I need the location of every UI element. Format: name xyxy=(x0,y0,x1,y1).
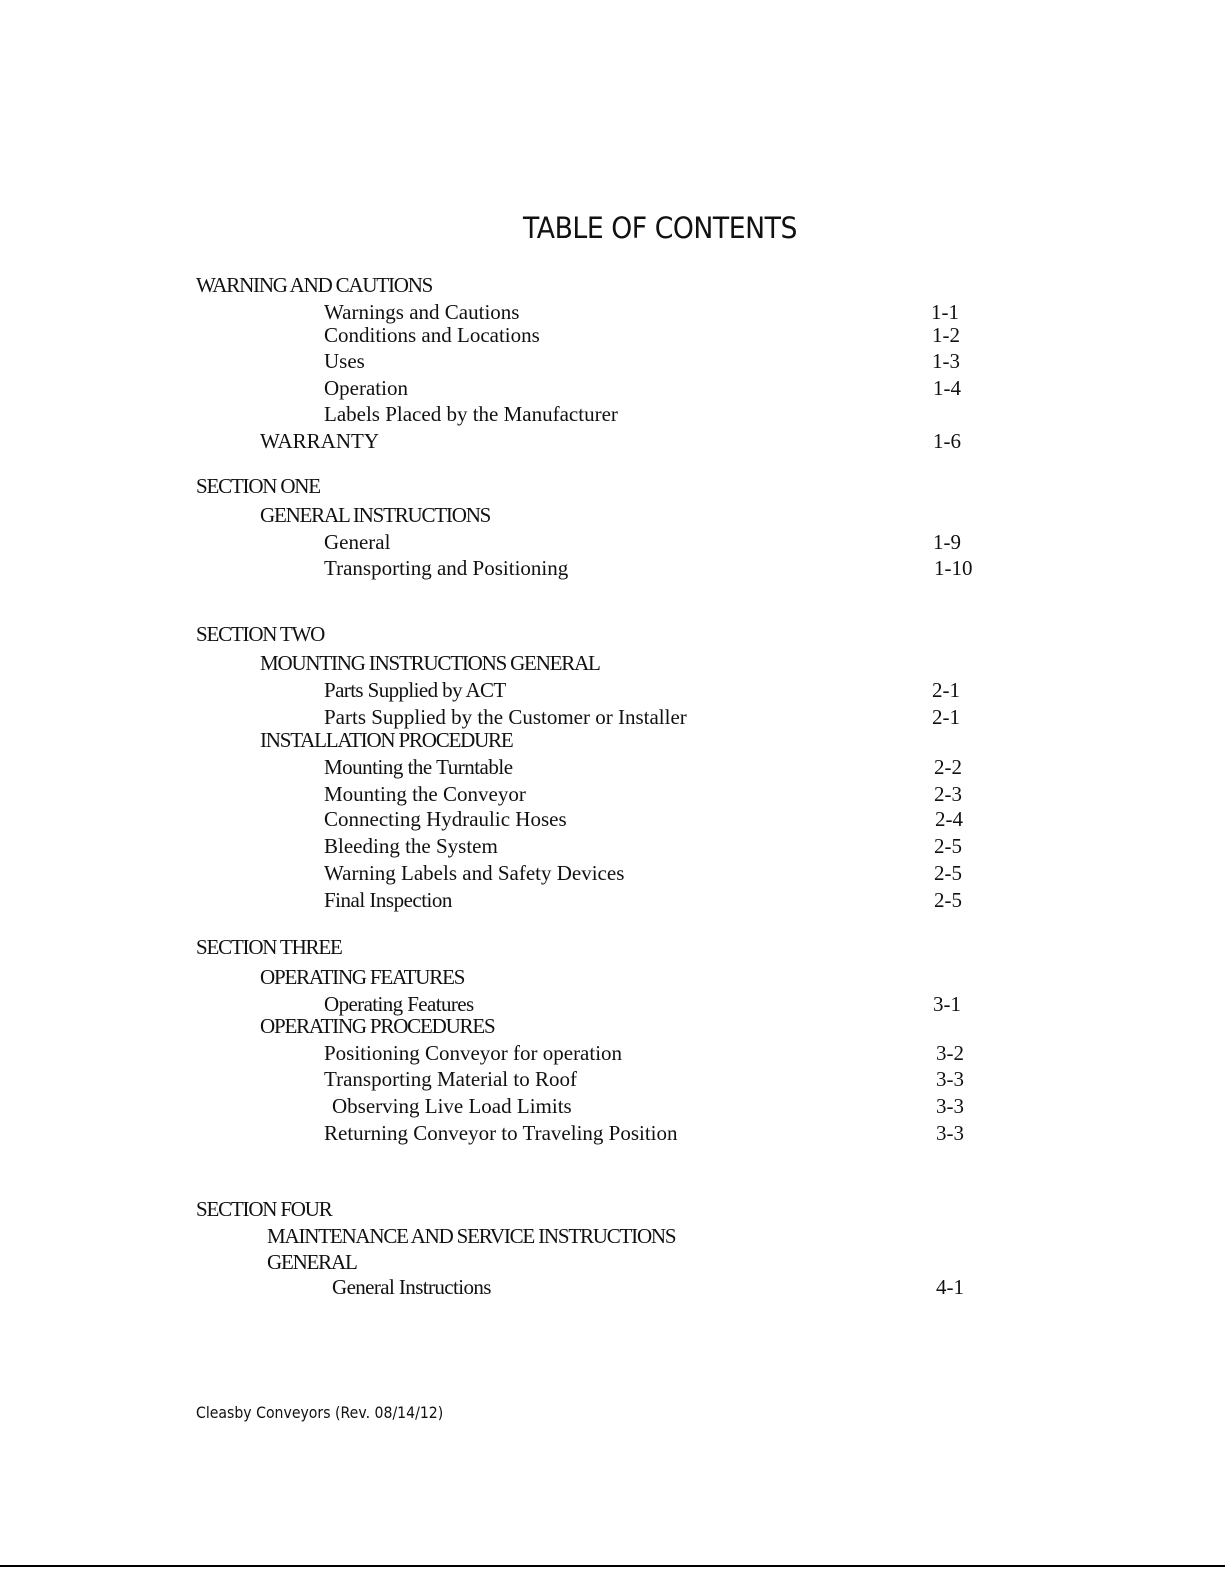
toc-page-number: 1-2 xyxy=(932,323,960,347)
toc-page-number: 2-5 xyxy=(934,888,962,912)
toc-entry: Connecting Hydraulic Hoses xyxy=(324,807,567,831)
toc-entry: Mounting the Turntable xyxy=(324,755,513,779)
toc-page-number: 1-10 xyxy=(934,556,973,580)
toc-page-number: 1-1 xyxy=(931,300,959,324)
toc-page-number: 3-2 xyxy=(936,1041,964,1065)
toc-entry: Parts Supplied by ACT xyxy=(324,678,506,702)
page-footer: Cleasby Conveyors (Rev. 08/14/12) xyxy=(196,1403,444,1422)
toc-page-number: 2-1 xyxy=(932,678,960,702)
toc-page-number: 2-1 xyxy=(932,705,960,729)
toc-entry: Operating Features xyxy=(324,992,474,1016)
toc-page-number: 3-3 xyxy=(936,1121,964,1145)
toc-subheading: INSTALLATION PROCEDURE xyxy=(260,728,513,752)
toc-entry: Warnings and Cautions xyxy=(324,300,520,324)
toc-page-number: 1-9 xyxy=(933,530,961,554)
toc-page-number: 2-3 xyxy=(934,782,962,806)
toc-subheading: WARRANTY xyxy=(260,429,379,453)
toc-entry: Positioning Conveyor for operation xyxy=(324,1041,623,1065)
page-title: TABLE OF CONTENTS xyxy=(523,211,797,245)
toc-entry: Final Inspection xyxy=(324,888,452,912)
toc-page-number: 1-6 xyxy=(933,429,961,453)
toc-entry: Bleeding the System xyxy=(324,834,498,858)
toc-section-heading: SECTION THREE xyxy=(196,935,342,959)
toc-subheading: GENERAL INSTRUCTIONS xyxy=(260,503,491,527)
toc-entry: Transporting and Positioning xyxy=(324,556,569,580)
toc-entry: Conditions and Locations xyxy=(324,323,540,347)
toc-page-number: 2-4 xyxy=(935,807,963,831)
toc-entry: Mounting the Conveyor xyxy=(324,782,526,806)
toc-section-heading: SECTION TWO xyxy=(196,622,325,646)
toc-entry: General Instructions xyxy=(332,1275,491,1299)
toc-entry: Parts Supplied by the Customer or Installer xyxy=(324,705,687,729)
toc-entry: Observing Live Load Limits xyxy=(332,1094,572,1118)
toc-entry: Returning Conveyor to Traveling Position xyxy=(324,1121,678,1145)
toc-page-number: 3-3 xyxy=(936,1094,964,1118)
toc-subheading: GENERAL xyxy=(267,1250,357,1274)
toc-page-number: 3-1 xyxy=(933,992,961,1016)
toc-section-heading: SECTION ONE xyxy=(196,474,320,498)
toc-entry: Uses xyxy=(324,349,365,373)
toc-page-number: 3-3 xyxy=(936,1067,964,1091)
toc-heading: WARNING AND CAUTIONS xyxy=(196,273,433,297)
toc-subheading: OPERATING PROCEDURES xyxy=(260,1014,495,1038)
toc-page-number: 2-5 xyxy=(934,834,962,858)
toc-subheading: MOUNTING INSTRUCTIONS GENERAL xyxy=(260,651,600,675)
toc-subheading: OPERATING FEATURES xyxy=(260,965,465,989)
toc-subheading: MAINTENANCE AND SERVICE INSTRUCTIONS xyxy=(267,1224,676,1248)
toc-page-number: 2-5 xyxy=(934,861,962,885)
toc-page-number: 1-3 xyxy=(932,349,960,373)
toc-page-number: 2-2 xyxy=(934,755,962,779)
toc-entry: Operation xyxy=(324,376,408,400)
toc-section-heading: SECTION FOUR xyxy=(196,1197,332,1221)
bottom-rule xyxy=(0,1565,1225,1567)
toc-page-number: 1-4 xyxy=(933,376,961,400)
toc-entry: Warning Labels and Safety Devices xyxy=(324,861,625,885)
toc-entry: Transporting Material to Roof xyxy=(324,1067,577,1091)
toc-entry: General xyxy=(324,530,391,554)
toc-entry: Labels Placed by the Manufacturer xyxy=(324,402,618,426)
toc-page-number: 4-1 xyxy=(936,1275,964,1299)
